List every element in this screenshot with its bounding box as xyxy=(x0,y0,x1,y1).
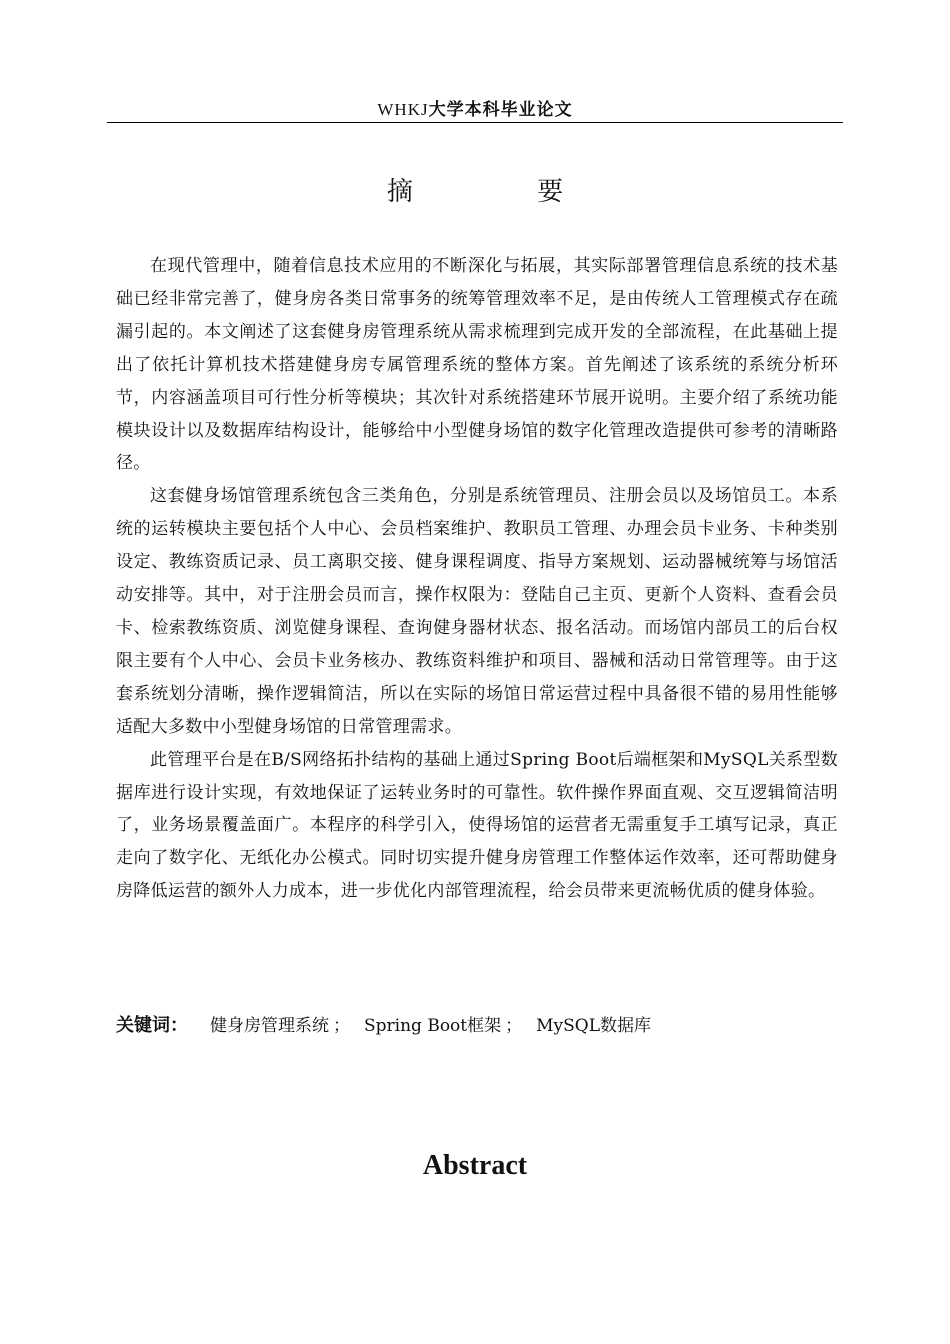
header-code: WHKJ xyxy=(377,100,429,119)
keywords-line xyxy=(116,1010,838,1042)
keywords-label: 关键词： xyxy=(116,1015,188,1036)
abstract-paragraph: 此管理平台是在B/S网络拓扑结构的基础上通过Spring Boot后端框架和MySQL关系型数据库进行设计实现，有效地保证了运转业务时的可靠性。软件操作界面直观、交互逻辑简洁明了，业务场景覆盖面广。本程序的科学引入，使得场馆的运营者无需重复手工填写记录，真正走向了数字化、无纸化办公模式。同时切实提升健身房管理工作整体运作效率，还可帮助健身房降低运营的额外人力成本，进一步优化内部管理流程，给会员带来更流畅优质的健身体验。 xyxy=(116,749,838,902)
keyword-term: 健身房管理系统 xyxy=(210,1016,329,1036)
abstract-body-cn xyxy=(116,250,838,908)
header-title: 大学本科毕业论文 xyxy=(428,100,573,120)
keyword-separator: ； xyxy=(333,1016,350,1036)
header-rule xyxy=(107,122,843,123)
abstract-title-en: Abstract xyxy=(422,1150,528,1181)
abstract-paragraph: 在现代管理中，随着信息技术应用的不断深化与拓展，其实际部署管理信息系统的技术基础已经非常完善了，健身房各类日常事务的统筹管理效率不足，是由传统人工管理模式存在疏漏引起的。本文阐述了这套健身房管理系统从需求梳理到完成开发的全部流程，在此基础上提出了依托计算机技术搭建健身房专属管理系统的整体方案。首先阐述了该系统的系统分析环节，内容涵盖项目可行性分析等模块；其次针对系统搭建环节展开说明。主要介绍了系统功能模块设计以及数据库结构设计，能够给中小型健身场馆的数字化管理改造提供可参考的清晰路径。 xyxy=(116,256,838,474)
running-header xyxy=(107,98,843,124)
keyword-separator: ； xyxy=(505,1016,523,1036)
keyword-term: Spring Boot框架 xyxy=(364,1016,502,1036)
keyword-term: MySQL数据库 xyxy=(536,1016,652,1036)
abstract-title-cn: 摘 要 xyxy=(386,177,622,207)
abstract-paragraph: 这套健身场馆管理系统包含三类角色，分别是系统管理员、注册会员以及场馆员工。本系统的运转模块主要包括个人中心、会员档案维护、教职员工管理、办理会员卡业务、卡种类别设定、教练资质记录、员工离职交接、健身课程调度、指导方案规划、运动器械统筹与场馆活动安排等。其中，对于注册会员而言，操作权限为：登陆自己主页、更新个人资料、查看会员卡、检索教练资质、浏览健身课程、查询健身器材状态、报名活动。而场馆内部员工的后台权限主要有个人中心、会员卡业务核办、教练资料维护和项目、器械和活动日常管理等。由于这套系统划分清晰，操作逻辑简洁，所以在实际的场馆日常运营过程中具备很不错的易用性能够适配大多数中小型健身场馆的日常管理需求。 xyxy=(116,486,838,737)
